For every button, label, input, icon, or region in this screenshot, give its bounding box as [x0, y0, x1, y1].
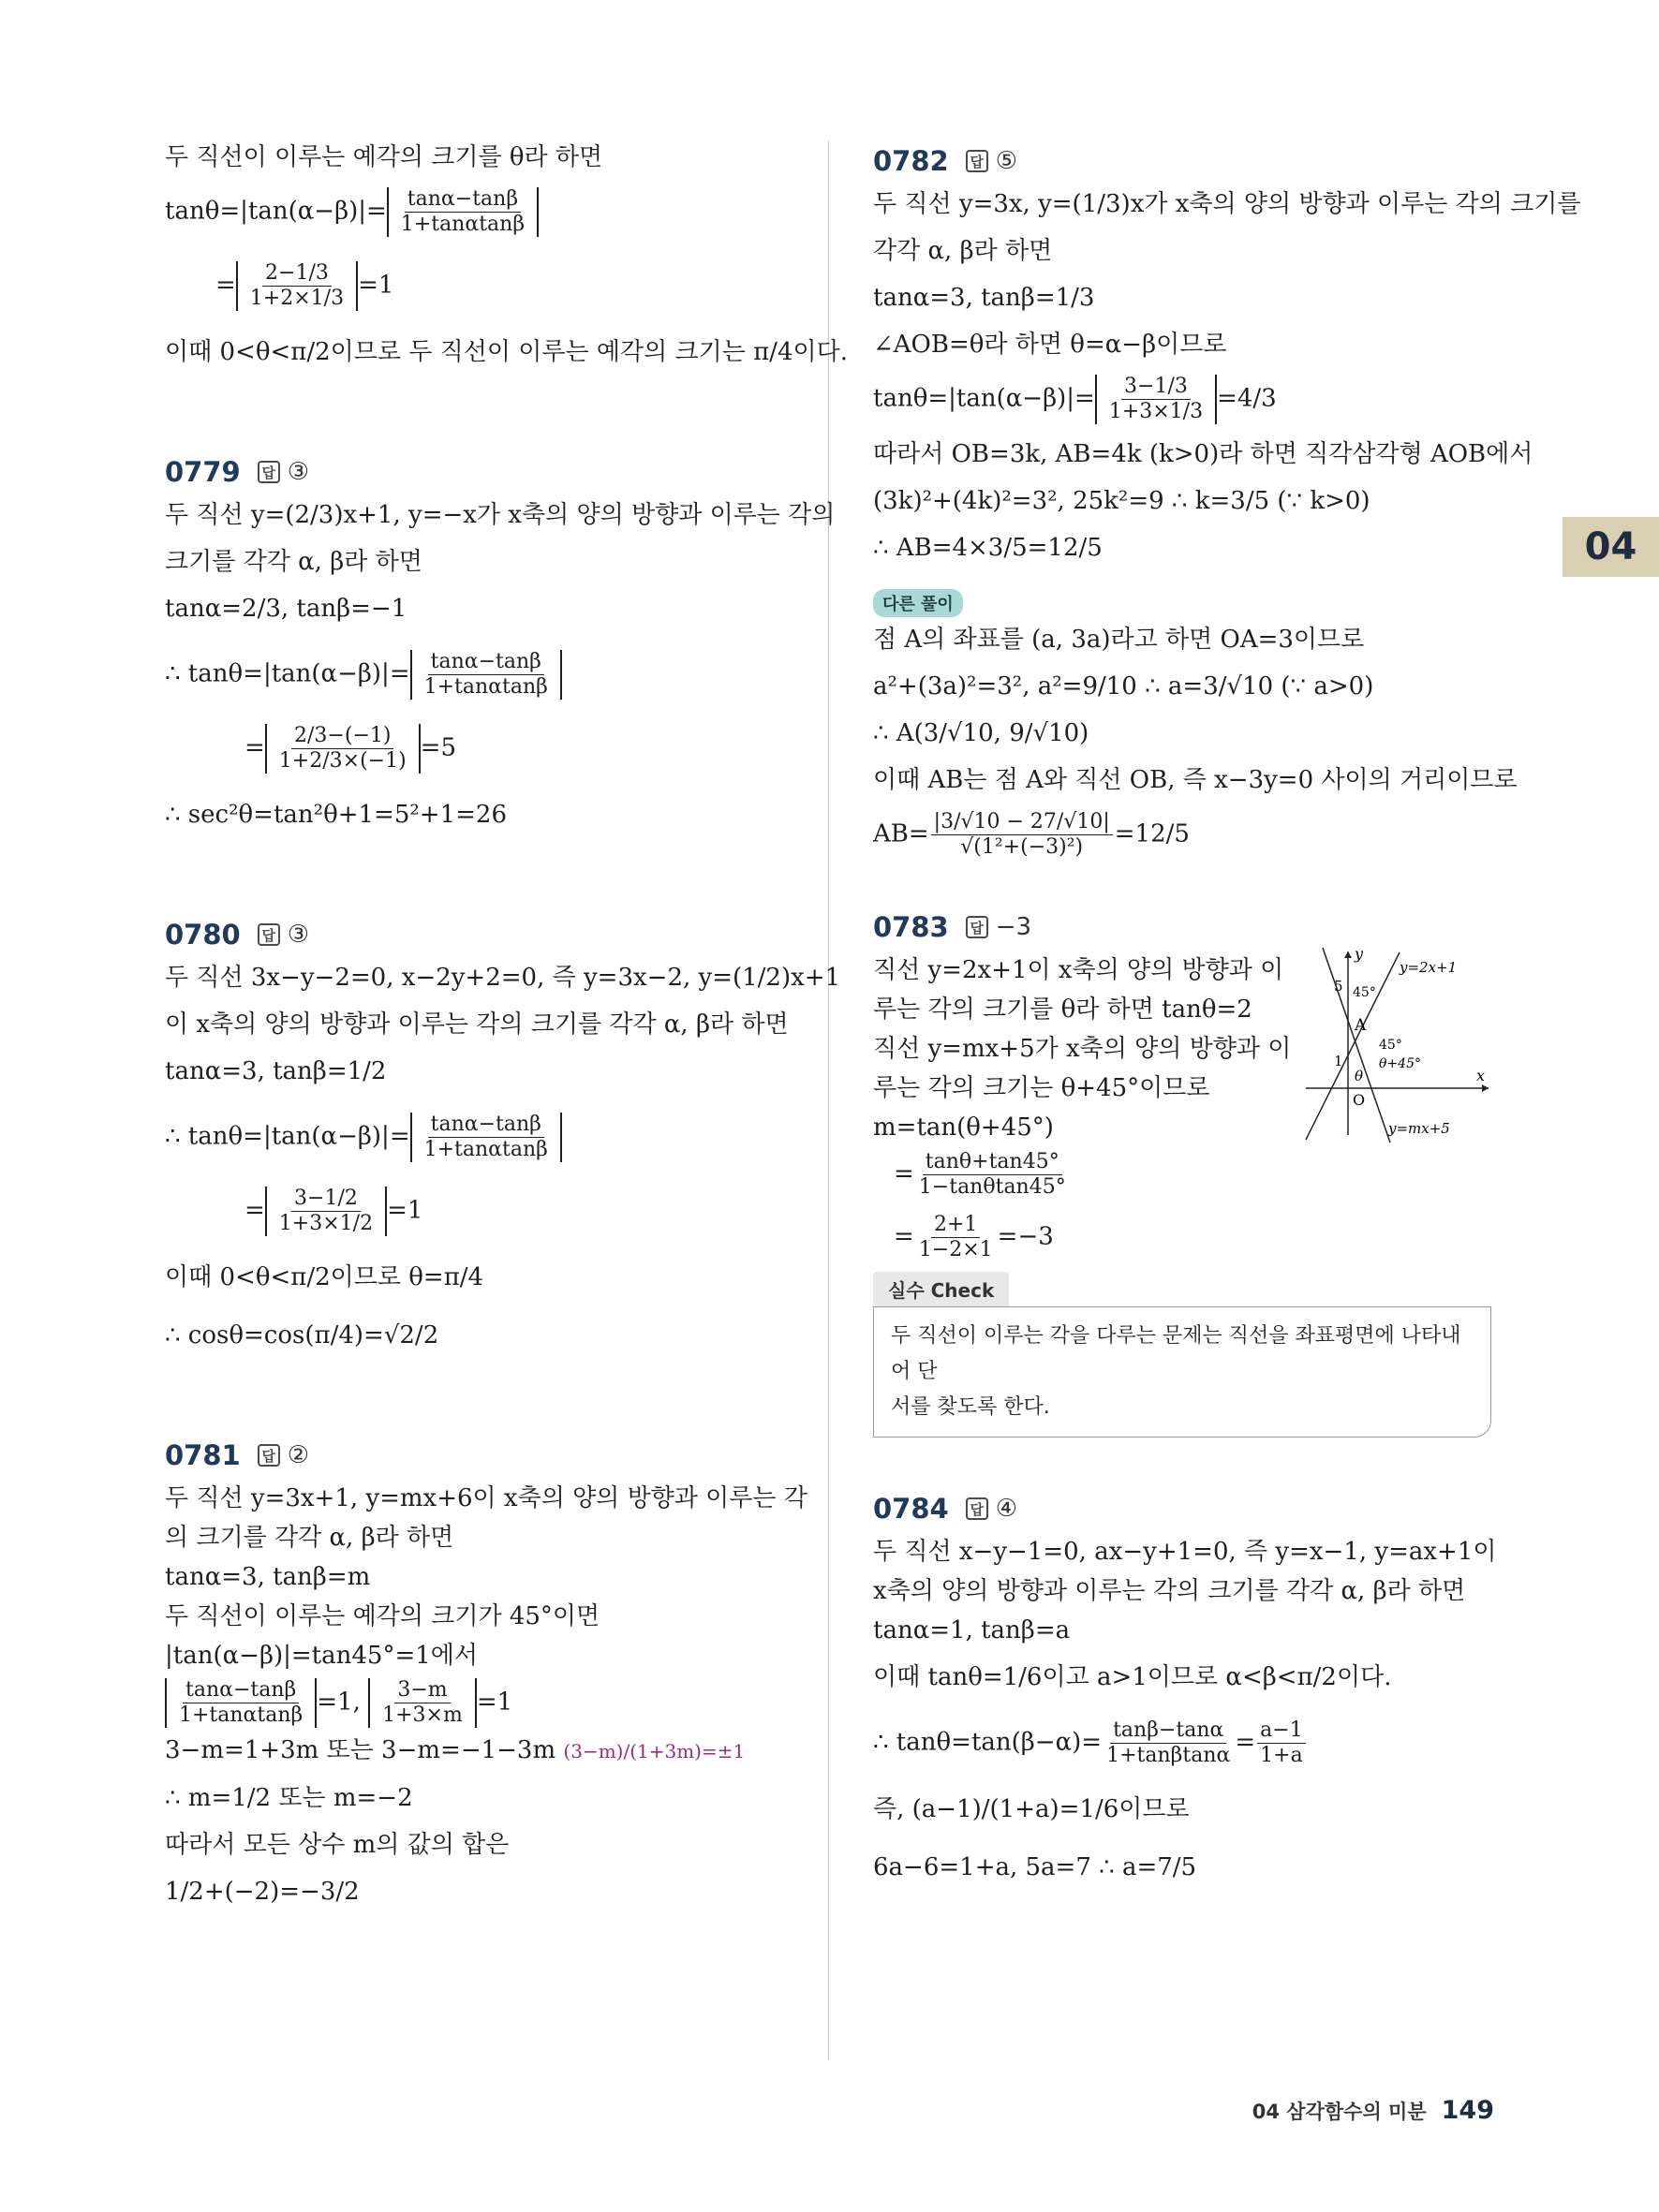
p0782-a3: ∴ A(3/√10, 9/√10)	[873, 719, 1089, 747]
denominator: 1+tanαtanβ	[179, 1703, 304, 1727]
answer	[966, 1495, 1017, 1523]
fraction	[422, 1113, 551, 1162]
problem-number: 0783	[873, 911, 949, 943]
p0781-l1: 두 직선 y=3x+1, y=mx+6이 x축의 양의 방향과 이루는 각	[165, 1484, 807, 1512]
numerator: tanθ+tan45°	[923, 1150, 1062, 1175]
y-label: y	[1355, 948, 1364, 963]
answer-badge-icon: 답	[966, 150, 988, 172]
p0781-l4: 두 직선이 이루는 예각의 크기가 45°이면	[165, 1602, 600, 1630]
p0779-l2: 크기를 각각 α, β라 하면	[165, 548, 422, 576]
abs-box	[368, 1678, 477, 1728]
answer	[258, 458, 309, 486]
problem-number: 0781	[165, 1439, 241, 1471]
denominator: 1+3×m	[382, 1703, 463, 1727]
p0780-l6: 이때 0<θ<π/2이므로 θ=π/4	[165, 1263, 484, 1291]
column-divider	[828, 140, 829, 2060]
numerator: 2/3−(−1)	[291, 724, 393, 749]
problem-header-0780	[165, 914, 811, 955]
p0781-l10: 1/2+(−2)=−3/2	[165, 1878, 360, 1906]
numerator: 2+1	[931, 1213, 980, 1238]
p0784-l5	[873, 1718, 1493, 1768]
denominator: 1−2×1	[918, 1238, 993, 1261]
intro-line1: 두 직선이 이루는 예각의 크기를 θ라 하면	[165, 143, 603, 171]
page-number: 149	[1441, 2096, 1494, 2125]
p0780-l4	[165, 1113, 811, 1162]
p0782-a5	[873, 810, 1493, 860]
result: =1	[358, 271, 394, 300]
abs-box	[387, 187, 539, 237]
answer-badge-icon: 답	[258, 461, 280, 483]
p0783-l7: = $\frac{2+1}{1-2\times 1}$ =−3	[894, 1213, 1054, 1261]
abs-box	[410, 650, 562, 700]
p0782-l3: tanα=3, tanβ=1/3	[873, 284, 1095, 312]
answer	[258, 1441, 309, 1469]
answer-badge-icon: 답	[966, 916, 988, 938]
numerator: tanα−tanβ	[428, 1113, 544, 1138]
fraction	[1257, 1718, 1306, 1768]
p0784-l3: tanα=1, tanβ=a	[873, 1616, 1071, 1644]
numerator: tanα−tanβ	[428, 650, 544, 675]
denominator: 1+3×1/3	[1108, 400, 1204, 423]
answer-badge-icon: 답	[258, 1444, 280, 1467]
p0783-l4: 루는 각의 크기는 θ+45°이므로	[873, 1074, 1210, 1102]
p0781-l6	[165, 1678, 811, 1728]
denominator: 1+tanαtanβ	[423, 675, 548, 699]
text: ∴ tanθ=|tan(α−β)|=	[165, 659, 410, 688]
angle-45-mid: 45°	[1379, 1038, 1402, 1053]
y-tick-5: 5	[1334, 978, 1343, 995]
numerator: 3−1/3	[1121, 375, 1191, 400]
check-text-1: 두 직선이 이루는 각을 다루는 문제는 직선을 좌표평면에 나타내어 단	[891, 1324, 1461, 1383]
intro-line2-pre: tanθ=|tan(α−β)|=	[165, 197, 387, 226]
p0783-l5: m=tan(θ+45°)	[873, 1113, 1054, 1142]
problem-header-0781	[165, 1435, 811, 1476]
p0784-l2: x축의 양의 방향과 이루는 각의 크기를 각각 α, β라 하면	[873, 1577, 1466, 1605]
fraction	[1104, 1718, 1233, 1768]
y-axis-arrow-icon	[1344, 951, 1352, 958]
problem-number: 0784	[873, 1493, 949, 1525]
p0781-l9: 따라서 모든 상수 m의 값의 합은	[165, 1831, 510, 1859]
x-axis-arrow-icon	[1482, 1084, 1489, 1092]
p0784-l6: 즉, (a−1)/(1+a)=1/6이므로	[873, 1795, 1190, 1823]
answer-badge-icon: 답	[966, 1497, 988, 1520]
answer-value: −3	[995, 913, 1032, 941]
alt-solution-badge: 다른 풀이	[873, 589, 963, 617]
fraction	[276, 1187, 376, 1236]
y-tick-1: 1	[1334, 1053, 1343, 1069]
abs-box	[410, 1113, 562, 1162]
denominator: 1+3×1/2	[278, 1212, 374, 1235]
numerator: a−1	[1257, 1718, 1306, 1744]
p0779-l1: 두 직선 y=(2/3)x+1, y=−x가 x축의 양의 방향과 이루는 각의	[165, 501, 836, 529]
equals: =	[1235, 1728, 1256, 1757]
p0779-l6: ∴ sec²θ=tan²θ+1=5²+1=26	[165, 801, 508, 829]
answer	[966, 147, 1017, 175]
denominator: 1+2/3×(−1)	[278, 749, 407, 773]
check-body	[873, 1306, 1491, 1438]
answer-value: ⑤	[995, 147, 1018, 175]
p0782-l6: 따라서 OB=3k, AB=4k (k>0)라 하면 직각삼각형 AOB에서	[873, 440, 1533, 468]
p0783-l6: = $\frac{\tan\theta+\tan 45^\circ}{1-\tan\theta\tan 45^\circ}$	[873, 1150, 1493, 1200]
p0782-l5	[873, 375, 1493, 424]
answer-value: ③	[287, 458, 310, 486]
problem-header-0782	[873, 140, 1493, 182]
problem-number: 0782	[873, 145, 949, 177]
p0782-l8: ∴ AB=4×3/5=12/5	[873, 534, 1103, 562]
denominator: 1+tanβtanα	[1106, 1744, 1231, 1767]
numerator: tanα−tanβ	[183, 1678, 299, 1703]
problem-number: 0780	[165, 919, 241, 951]
fraction	[176, 1678, 305, 1728]
fraction	[247, 261, 347, 311]
denominator: 1+a	[1260, 1744, 1303, 1767]
numerator: 3−1/2	[291, 1187, 361, 1212]
chapter-title: 04 삼각함수의 미분	[1252, 2100, 1427, 2123]
abs-box	[165, 1678, 317, 1728]
line1-label: y=2x+1	[1400, 959, 1458, 976]
margin-note: (3−m)/(1+3m)=±1	[563, 1740, 746, 1762]
text: ∴ tanθ=tan(β−α)=	[873, 1728, 1103, 1757]
problem-number: 0779	[165, 456, 241, 488]
p0783-l3: 직선 y=mx+5가 x축의 양의 방향과 이	[873, 1035, 1292, 1063]
abs-box	[265, 724, 421, 774]
denominator: √(1²+(−3)²)	[960, 835, 1084, 859]
result: =12/5	[1114, 819, 1190, 848]
fraction	[398, 187, 527, 237]
answer-value: ③	[287, 921, 310, 949]
answer-badge-icon: 답	[258, 923, 280, 946]
p0780-l5: = $\frac{3-1/2}{1+3\times 1/2}$ =1	[244, 1187, 423, 1235]
line-graph-diagram	[1296, 948, 1493, 1144]
chapter-side-tab: 04	[1563, 517, 1659, 577]
problem-header-0784	[873, 1488, 1493, 1529]
result: =5	[420, 733, 456, 762]
p0784-l1: 두 직선 x−y−1=0, ax−y+1=0, 즉 y=x−1, y=ax+1이	[873, 1538, 1497, 1566]
p0779-l5: = $\frac{2/3-(-1)}{1+2/3\times(-1)}$ =5	[244, 724, 456, 773]
result: =1	[387, 1196, 423, 1225]
p0784-l4: 이때 tanθ=1/6이고 a>1이므로 α<β<π/2이다.	[873, 1663, 1392, 1691]
angle-theta-45: θ+45°	[1379, 1056, 1421, 1071]
fraction	[1106, 375, 1206, 424]
p0782-l4: ∠AOB=θ라 하면 θ=α−β이므로	[873, 331, 1227, 359]
p0782-l1: 두 직선 y=3x, y=(1/3)x가 x축의 양의 방향과 이루는 각의 크기를	[873, 190, 1581, 218]
abs-box	[236, 261, 358, 311]
alt-solution-label-row	[873, 589, 1493, 617]
fraction	[276, 724, 409, 774]
text: ∴ tanθ=|tan(α−β)|=	[165, 1122, 410, 1151]
p0782-l7: (3k)²+(4k)²=3², 25k²=9 ∴ k=3/5 (∵ k>0)	[873, 487, 1370, 515]
p0782-a1: 점 A의 좌표를 (a, 3a)라고 하면 OA=3이므로	[873, 626, 1365, 654]
left-column	[165, 140, 848, 1909]
p0780-l7: ∴ cosθ=cos(π/4)=√2/2	[165, 1321, 439, 1349]
p0781-l8: ∴ m=1/2 또는 m=−2	[165, 1784, 413, 1812]
p0779-l4	[165, 650, 811, 700]
numerator: tanβ−tanα	[1110, 1718, 1226, 1744]
p0780-l1: 두 직선 3x−y−2=0, x−2y+2=0, 즉 y=3x−2, y=(1/2)x+1	[165, 964, 841, 992]
p0781-l5: |tan(α−β)|=tan45°=1에서	[165, 1642, 478, 1670]
numerator: tanα−tanβ	[405, 187, 521, 213]
p0782-l2: 각각 α, β라 하면	[873, 237, 1053, 265]
line2-label: y=mx+5	[1388, 1120, 1450, 1137]
answer-value: ④	[995, 1495, 1018, 1523]
fraction	[916, 1213, 996, 1262]
check-tab: 실수 Check	[873, 1272, 1009, 1306]
denominator: 1+2×1/3	[249, 287, 345, 310]
mid: =1,	[317, 1688, 369, 1717]
mistake-check-box	[873, 1272, 1491, 1438]
intro-line2	[165, 187, 811, 237]
fraction	[379, 1678, 466, 1728]
fraction	[422, 650, 551, 700]
page-footer	[1252, 2096, 1494, 2125]
fraction	[931, 810, 1113, 860]
fraction	[916, 1150, 1069, 1200]
angle-theta: θ	[1355, 1068, 1364, 1084]
result: =−3	[997, 1222, 1054, 1251]
p0783-body	[873, 948, 1493, 1262]
denominator: 1+tanαtanβ	[400, 213, 526, 236]
text: AB=	[873, 819, 929, 848]
numerator: 2−1/3	[262, 261, 332, 287]
answer	[966, 913, 1031, 941]
text: tanθ=|tan(α−β)|=	[873, 384, 1095, 413]
p0783-l2: 루는 각의 크기를 θ라 하면 tanθ=2	[873, 995, 1252, 1024]
p0781-l3: tanα=3, tanβ=m	[165, 1563, 371, 1591]
angle-45-top: 45°	[1353, 985, 1376, 1000]
p0780-l3: tanα=3, tanβ=1/2	[165, 1057, 387, 1085]
answer	[258, 921, 309, 949]
denominator: 1−tanθtan45°	[918, 1175, 1066, 1199]
p0781-l7	[165, 1733, 811, 1768]
abs-box	[1095, 375, 1217, 424]
problem-header-0779	[165, 451, 811, 493]
x-label: x	[1476, 1067, 1486, 1084]
check-text-2: 서를 찾도록 한다.	[891, 1395, 1050, 1419]
denominator: 1+tanαtanβ	[423, 1138, 548, 1161]
numerator: 3−m	[394, 1678, 450, 1703]
intro-line4: 이때 0<θ<π/2이므로 두 직선이 이루는 예각의 크기는 π/4이다.	[165, 338, 848, 366]
p0779-l3: tanα=2/3, tanβ=−1	[165, 595, 407, 623]
p0782-a4: 이때 AB는 점 A와 직선 OB, 즉 x−3y=0 사이의 거리이므로	[873, 766, 1518, 794]
right-column	[873, 140, 1581, 1884]
origin-label: O	[1353, 1091, 1366, 1109]
text: 3−m=1+3m 또는 3−m=−1−3m	[165, 1736, 556, 1764]
result: =1	[476, 1688, 513, 1717]
p0784-l7: 6a−6=1+a, 5a=7 ∴ a=7/5	[873, 1853, 1197, 1881]
point-a-label: A	[1355, 1016, 1367, 1035]
problem-header-0783	[873, 907, 1493, 948]
abs-box	[265, 1187, 387, 1236]
answer-value: ②	[287, 1441, 310, 1469]
p0783-l1: 직선 y=2x+1이 x축의 양의 방향과 이	[873, 956, 1284, 984]
intro-line3: = $\frac{2-1/3}{1+2\times 1/3}$ =1	[215, 261, 394, 310]
numerator: |3/√10 − 27/√10|	[931, 810, 1113, 835]
p0780-l2: 이 x축의 양의 방향과 이루는 각의 크기를 각각 α, β라 하면	[165, 1010, 789, 1039]
p0782-a2: a²+(3a)²=3², a²=9/10 ∴ a=3/√10 (∵ a>0)	[873, 672, 1374, 700]
result: =4/3	[1217, 384, 1277, 413]
p0781-l2: 의 크기를 각각 α, β라 하면	[165, 1524, 454, 1552]
